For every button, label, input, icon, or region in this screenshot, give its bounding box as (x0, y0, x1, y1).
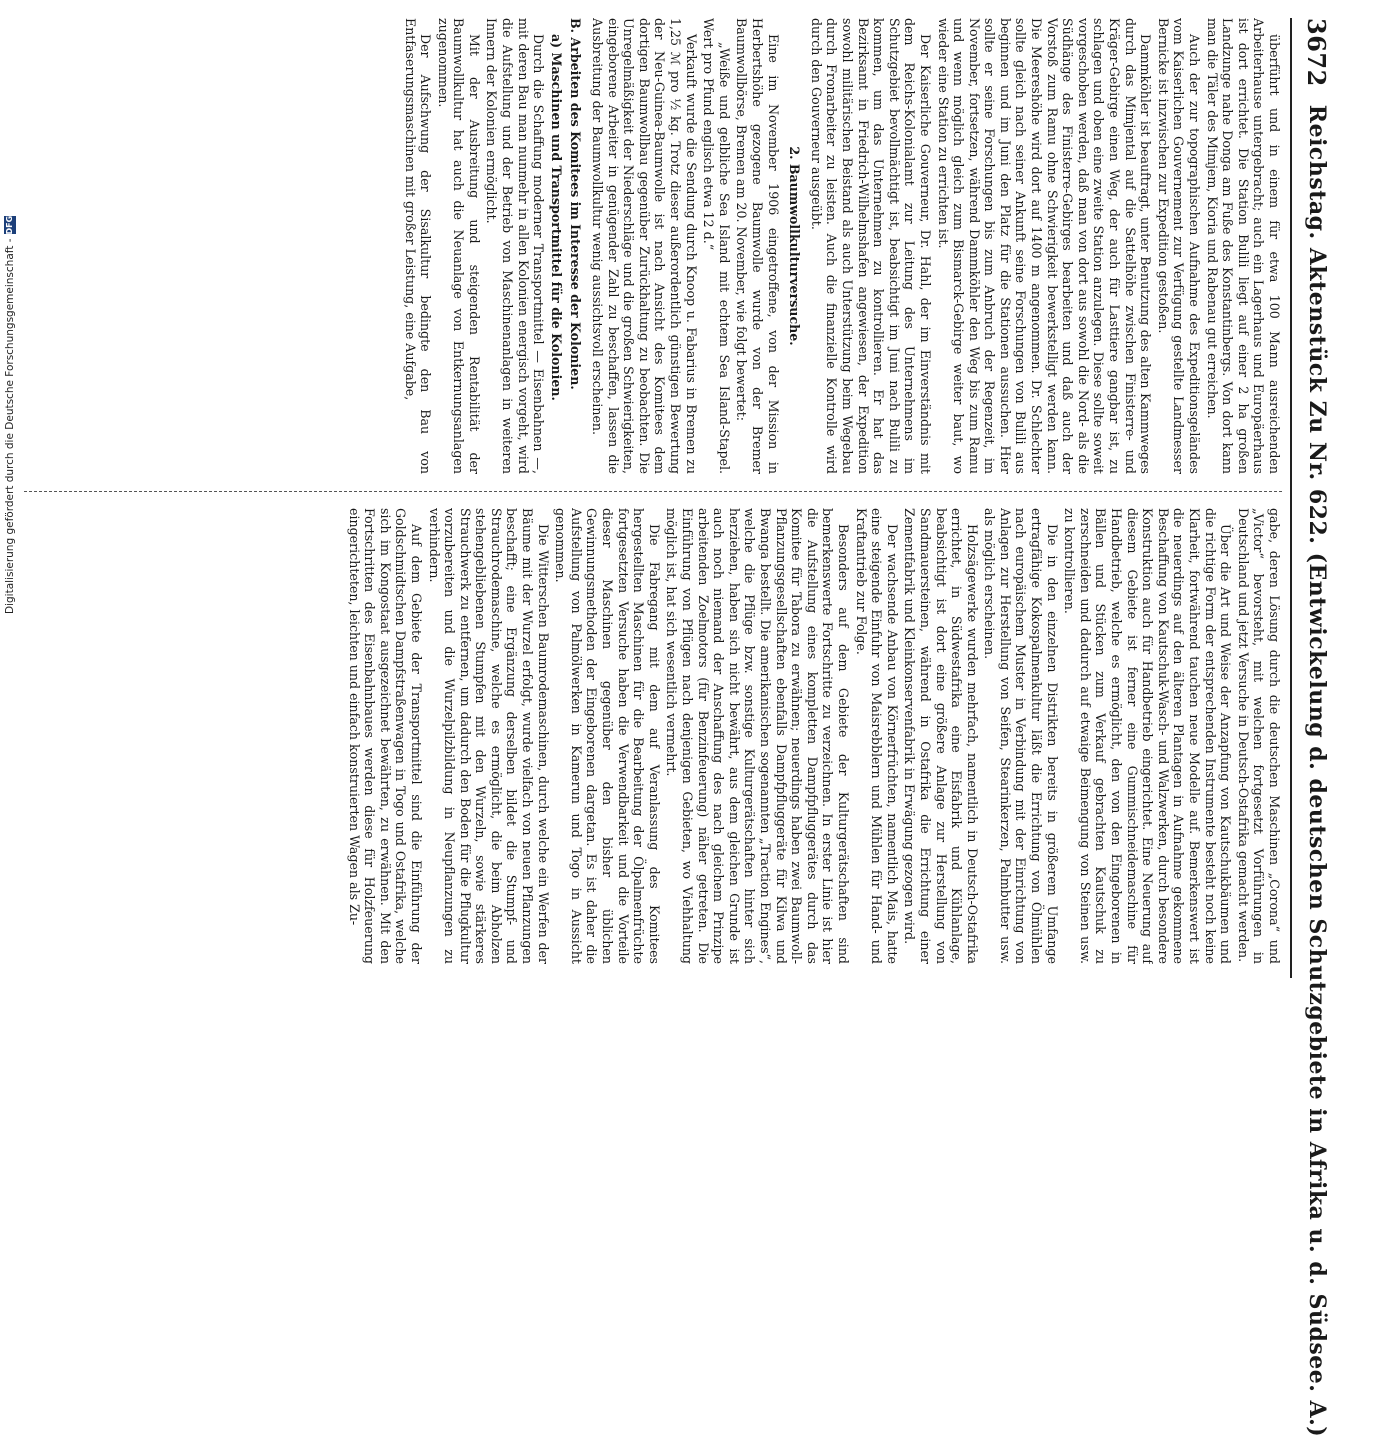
paragraph: Die Witterschen Baumrodemaschinen, durch welche ein Werfen der Bäume mit der Wurzel erfolgt, wurde vielfach von neuen Pflanzungen beschafft; eine Ergänzung derselben bildet die Stumpf- und Strauchrodemaschine, welche es ermöglicht, die beim Abholzen stehengebliebenen Stumpfen mit den Wurzeln, sowie stärkeres Strauchwerk zu entfernen, um dadurch den Boden für die Pflugkultur vorzubereiten und die Wurzelpilzbildung in Neupflanzungen zu verhindern. (426, 508, 551, 964)
paragraph: Über die Art und Weise der Anzapfung von Kautschukbäumen und die richtige Form der entsprechenden Instrumente besteht noch keine Klarheit, fortwährend tauchen neue Modelle auf. Bemerkenswert ist die neuerdings auf den älteren Plantagen in Aufnahme gekommene Beschaffung von Kautschuk-Wasch- und Walzwerken, durch besondere Konstruktion auch für Handbetrieb eingerichtet. Eine Neuerung auf diesem Gebiete ist ferner eine Gummischneidemaschine für Handbetrieb, welche es ermöglicht, den von den Eingeborenen in Bällen und Stücken zum Verkauf gebrachten Kautschuk zu zerschneiden und dadurch auf etwaige Beimengung von Steinen usw. zu kontrollieren. (1062, 508, 1234, 964)
paragraph: Holzsägewerke wurden mehrfach, namentlich in Deutsch-Ostafrika errichtet, in Südwestafrika eine Eisfabrik und Kühlanlage, beabsichtigt ist dort eine größere Anlage zur Herstellung von Sandmauersteinen, während in Ostafrika die Errichtung einer Zementfabrik und Kleinkonservenfabrik in Erwägung gezogen wird. (902, 508, 980, 964)
quotation: „Weiße und gelbliche Sea Island mit echtem Sea Island-Stapel. Wert pro Pfund englisch etwa 12 d.“ (701, 18, 732, 474)
section-heading: 2. Baumwollkulturversuche. (787, 146, 803, 346)
digitization-credit (2, 215, 18, 614)
page-title: Reichstag. Aktenstück Zu Nr. 622. (Entwickelung d. deutschen Schutzgebiete in Afrika u. d. Südsee. A.) (1304, 104, 1330, 1437)
paragraph: Der wachsende Anbau von Körnerfrüchten, namentlich Mais, hatte eine steigende Einfuhr von Maisrebblern und Mühlen für Hand- und Kraftantrieb zur Folge. (853, 508, 900, 964)
paragraph: Eine im November 1906 eingetroffene, von der Mission in Herbertshöhe gezogene Baumwolle wurde von der Bremer Baumwollbörse, Bremen am 20. November, wie folgt bewertet: (734, 18, 781, 474)
header-rule (1290, 18, 1292, 978)
paragraph: Auf dem Gebiete der Transportmittel sind die Einführung der Goldschmidtschen Dampfstraßenwagen in Togo und Ostafrika, welche sich im Kongostaat ausgezeichnet bewährten, zu erwähnen. Mit den Fortschritten des Eisenbahnbaues werden diese für Holzfeuerung eingerichteten, leichten und einfach konstruierten Wagen als Zu- (346, 508, 424, 964)
credit-text: Digitalisierung gefördert durch die Deutsche Forschungsgemeinschaft - (4, 238, 16, 614)
paragraph: Der Kaiserliche Gouverneur, Dr. Hahl, der im Einverständnis mit dem Reichs-Kolonialamt zur Leitung des Unternehmens im Schutzgebiet bevollmächtigt ist, beabsichtigt im Juni nach Bulili zu kommen, um das Unternehmen zu kontrollieren. Er hat das Bezirksamt in Friedrich-Wilhelmshafen angewiesen, der Expedition sowohl militärischen Beistand als auch Unterstützung beim Wegebau durch Fronarbeiter zu leisten. Auch die finanzielle Kontrolle wird durch den Gouverneur ausgeübt. (808, 18, 933, 474)
paragraph: Dammköhler ist beauftragt, unter Benutzung des alten Kammweges durch das Mimjental auf die Sattelhöhe zwischen Finisterre- und Kräger-Gebirge einen Weg, der auch für Lasttiere gangbar ist, zu schlagen und oben eine zweite Station anzulegen. Diese sollte soweit vorgeschoben werden, daß man von dort aus sowohl die Nord- als die Südhänge des Finisterre-Gebirges bearbeiten und daß auch der Vorstoß zum Ramu ohne Schwierigkeit bewerkstelligt werden kann. Die Meereshöhe wird dort auf 1400 m angenommen. Dr. Schlechter sollte gleich nach seiner Ankunft seine Forschungen von Bulili aus beginnen und im Juni den Platz für die Stationen aussuchen. Hier sollte er seine Forschungen bis zum Anbruch der Regenzeit, im November, fortsetzen, während Dammköhler den Weg bis zum Ramu und wenn möglich gleich zum Bismarck-Gebirge weiter baut, wo wieder eine Station zu errichten ist. (935, 18, 1154, 474)
paragraph: gabe, deren Lösung durch die deutschen Maschinen „Corona“ und „Victor“ bevorsteht, mit welchen fortgesetzt Vorführungen in Deutschland und jetzt Versuche in Deutsch-Ostafrika gemacht werden. (1235, 508, 1282, 964)
paragraph: Verkauft wurde die Sendung durch Knoop u. Fabarius in Bremen zu 1,25 ℳ pro ½ kg. Trotz dieser außerordentlich günstigen Bewertung der Neu-Guinea-Baumwolle ist nach Ansicht des Komitees dem dortigen Baumwollbau gegenüber Zurückhaltung zu beobachten. Die Unregelmäßigkeit der Niederschläge und die großen Schwierigkeiten, eingeborene Arbeiter in genügender Zahl zu beschaffen, lassen die Ausbreitung der Baumwollkultur wenig aussichtsvoll erscheinen. (590, 18, 699, 474)
paragraph: Durch die Schaffung moderner Transportmittel — Eisenbahnen —, mit deren Bau man nunmehr in allen Kolonien energisch vorgeht, wird die Aufstellung und der Betrieb von Maschinenanlagen in weiteren Innern der Kolonien ermöglicht. (484, 18, 547, 474)
rotated-document-page (20, 18, 1340, 1437)
page-number: 3672 (1302, 18, 1332, 87)
page-header (1294, 18, 1340, 1437)
section-heading: B. Arbeiten des Komitees im Interesse der Kolonien. (568, 18, 584, 390)
column-separator (24, 491, 1282, 493)
paragraph: Besonders auf dem Gebiete der Kulturgerätschaften sind bemerkenswerte Fortschritte zu verzeichnen. In erster Linie ist hier die Aufstellung eines kompletten Dampfpfluggerätes durch das Komitee für Tabora zu erwähnen; neuerdings haben zwei Baumwoll-Pflanzungsgesellschaften ebenfalls Dampfpfluggeräte für Kilwa und Bwanga bestellt. Die amerikanischen sogenannten „Traction Engines“, welche die Pflüge bzw. sonstige Kulturgerätschaften hinter sich herziehen, haben sich nicht bewährt, aus dem gleichen Grunde ist auch noch niemand der Anschaffung des nach gleichem Prinzipe arbeitenden Zoelmotors (für Benzinfeuerung) näher getreten. Die Einführung von Pflügen nach denjenigen Gebieten, wo Viehhaltung möglich ist, hat sich wesentlich vermehrt. (664, 508, 851, 964)
left-column (24, 18, 1282, 474)
paragraph: Die in den einzelnen Distrikten bereits in größerem Umfange ertragfähige Kokospalmenkultur läßt die Errichtung von Ölmühlen nach europäischem Muster in Verbindung mit der Einrichtung von Anlagen zur Herstellung von Seifen, Stearinkerzen, Palmbutter usw. als möglich erscheinen. (982, 508, 1060, 964)
paragraph: Mit der Ausbreitung und steigenden Rentabilität der Baumwollkultur hat auch die Neuanlage von Entkernungsanlagen zugenommen. (435, 18, 482, 474)
dfg-logo: DFG (5, 215, 14, 235)
paragraph: Auch der zur topographischen Aufnahme des Expeditionsgeländes vom Kaiserlichen Gouvernement zur Verfügung gestellte Landmesser Bernicke ist inzwischen zur Expedition gestoßen. (1155, 18, 1203, 474)
subsection-heading: a) Maschinen und Transportmittel für die Kolonien. (548, 34, 564, 401)
paragraph: Der Aufschwung der Sisalkultur bedingte den Bau von Entfaserungsmaschinen mit großer Leistung, eine Aufgabe, (402, 18, 434, 474)
right-column (24, 508, 1282, 964)
paragraph: Die Fabregang mit dem auf Veranlassung des Komitees hergestellten Maschinen für die Bearbeitung der Ölpalmenfrüchte fortgesetzten Versuche haben die Verwendbarkeit und die Vorteile dieser Maschinen gegenüber den bisher üblichen Gewinnungsmethoden der Eingeborenen dargetan. Es ist daher die Aufstellung von Palmölwerken in Kamerun und Togo in Aussicht genommen. (553, 508, 662, 964)
paragraph: überführt und in einem für etwa 100 Mann ausreichenden Arbeiterhause untergebracht; auch ein Lagerhaus und Europäerhaus ist dort errichtet. Die Station Bulili liegt auf einer 2 ha großen Landzunge nahe Donga am Fuße des Konstantinbergs. Von dort kann man die Täler des Mimjem, Kioria und Rabenau gut erreichen. (1204, 18, 1282, 474)
